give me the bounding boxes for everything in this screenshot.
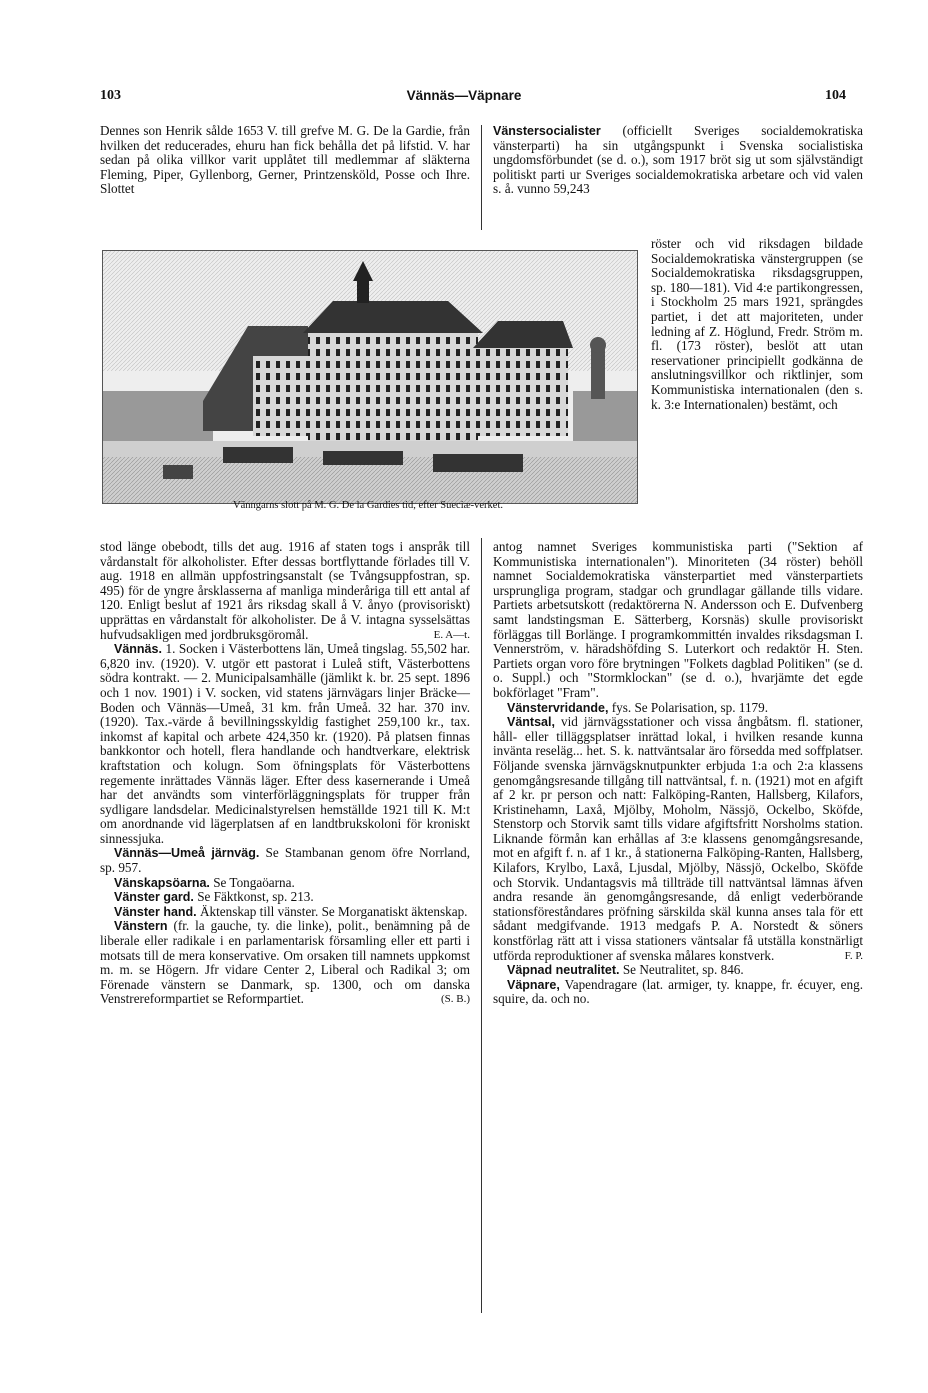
vanster-gard-text: Se Fäktkonst, sp. 213.: [197, 889, 314, 905]
headword-vannas: Vännäs.: [114, 642, 162, 657]
page-number-right: 104: [825, 88, 846, 103]
vanstersocialister-text-bottom: antog namnet Sveriges kommunistiska parti ("Sektion af Kommunistiska internationalen"). Minoriteten (34 röster) behöll namnet Socialdemokratiska vänsterpartiet med vänsterpartiets ursprungliga program, stadgar och grundlagar gällande tills vidare. Partiets arbetsutskott (redaktörerna N. Andersson och E. Dufvenberg samt landstingsman E. Sätterberg, Korsnäs) skulle provisoriskt förläggas till Borlänge. I programkommittén invaldes riksdagsman I. Vennerström, v. häradshöfding S. Luterkort och redaktör H. Sten. Partiets organ voro före brytningen "Folkets dagblad Politiken" (se d. o. Suppl.) och "Stormklockan" (se d. o.), hvarjämte det egde bokförlaget "Fram".: [493, 539, 863, 700]
figure-caption: Vänngarns slott på M. G. De la Gardies tid, efter Sueciæ-verket.: [232, 500, 503, 511]
vapnare-text: Vapendragare (lat. armiger, ty. knappe, fr. écuyer, eng. squire, da. och no.: [493, 976, 863, 1007]
column-divider-top: [481, 125, 482, 230]
vantsal-text: vid järnvägsstationer och vissa ångbåtsm. fl. stationer, håll- eller tilläggsplatser inrättad lokal, i hvilken resande kunna invänta reseläg... het. S. k. nattväntsalar äro försedda med soffplatser. Följande svenska järnvägsknutpunkter erbjuda 1:a och 2:a klassens genomgångsresande tillgång till nattväntsal, f. n. (1921) mot en afgift af 2 kr. pr person och natt: Falköping-Ranten, Hallsberg, Kilafors, Kristinehamn, Laxå, Mjölby, Moholm, Nässjö, Ockelbo, Sköfde, Stenstorp och Storvik samt tills vidare afgiftsfritt Norsholms station. Liknande förmån kan erhållas af 3:e klassens genomgångsresande, mot en afgift f. n. af 1 kr., å stationerna Falköping-Ranten, Hallsberg, Kilafors, Krylbo, Laxå, Ljusdal, Mjölby, Nässjö, Ockelbo, Sköfde och Storvik. Undantagsvis må tillträde till nattväntsal lämnas äfven andra resande än genomgångsresande, då enligt vederbörande stationsföreståndares pröfning särskilda skäl kunna anses tala för ett sådant medgifvande. 1913 medgafs P. A. Norstedt & söners konstförlag rätt att i vissa stationers väntsalar få utställa konstnärligt utförda reproduktioner af svenska målares konstverk.: [493, 714, 863, 963]
page-number-left: 103: [100, 88, 121, 103]
entry-vapnad-neutralitet: [493, 963, 863, 978]
left-column-bottom: [100, 540, 470, 1007]
headword-vanskapsoarna: Vänskapsöarna.: [114, 875, 210, 890]
entry-vannas: [100, 642, 470, 846]
vanstersocialister-text-top: (officiellt Sveriges socialdemokratiska vänsterparti) ha sin utgångspunkt i Svenska socialistiska ungdomsförbundet (se d. o.), som 1917 bröt sig ut som självständigt politiskt parti ur Sveriges socialdemokratiska arbetare och vid valen s. å. vunno 59,243: [493, 123, 863, 197]
vanskapsoarna-text: Se Tongaöarna.: [213, 874, 295, 890]
headword-vanstervridande: Vänstervridande,: [507, 700, 609, 715]
headword-vapnad-neutralitet: Väpnad neutralitet.: [507, 963, 620, 978]
headword-vapnare: Väpnare,: [507, 977, 560, 992]
castle-engraving-image: [103, 251, 637, 503]
headword-vanstersocialister: Vänstersocialister: [493, 124, 601, 138]
vapnad-neutralitet-text: Se Neutralitet, sp. 846.: [622, 962, 744, 978]
right-column-top: [493, 124, 863, 197]
vannas-text: 1. Socken i Västerbottens län, Umeå tingslag. 55,502 har. 6,820 inv. (1920). V. utgör ett pastorat i Luleå stift, Västerbottens södra kontrakt. — 2. Municipalsamhälle (jämlikt k. br. 25 sept. 1896 och 1 nov. 1901) i V. socken, vid statens järnvägars linjer Bräcke—Boden och Vännäs—Umeå, 31 km. från Umeå. 32 har. 370 inv. (1920). Tax.-värde å bevillningsskyldig fastighet 259,100 kr., tax. inkomst af kapital och arbete 424,350 kr. (1920). På platsen finnas bankkontor och hotell, flera handlande och handtverkare, elektrisk kraftstation och kolugn. Som öfningsplats för Västerbottens regemente inrättades Vännäs läger. Efter dess kasernerande i Umeå har det användts som vinterförläggningsplats för trupper från sydligare landsdelar. Medicinalstyrelsen hemställde 1921 till K. M:t om anordnande vid lägerplatsen af en landtbrukskoloni för kroniskt sinnessjuka.: [100, 641, 470, 846]
vanstersocialister-text-wrap: röster och vid riksdagen bildade Socialdemokratiska vänstergruppen (se Socialdemokratiska riksdagsgruppen, sp. 180—181). Vid 4:e partikongressen, i Stockholm 25 mars 1921, sprängdes partiet, i det att majoriteten, under ledning af Z. Höglund, Fredr. Ström m. fl. (173 röster), beslöt att utan reservationer principiellt godkänna de anslutningsvillkor och riktlinjer, som Kommunistiska internationalen (den s. k. 3:e Internationalen) bestämt, och: [651, 236, 863, 412]
right-column-bottom: [493, 540, 863, 1007]
vanster-hand-text: Äktenskap till vänster. Se Morganatiskt äktenskap.: [199, 903, 468, 919]
entry-vantsal: [493, 715, 863, 963]
entry-vanstern: [100, 919, 470, 1007]
entry-vanstersocialister: [493, 124, 863, 197]
author-signature: E. A—t.: [433, 628, 470, 641]
column-divider-bottom: [481, 538, 482, 1313]
entry-vanskapsoarna: [100, 876, 470, 891]
headword-vanster-hand: Vänster hand.: [114, 904, 197, 919]
author-signature-vantsal: F. P.: [844, 949, 863, 962]
castle-illustration: [102, 250, 638, 504]
headword-vanstern: Vänstern: [114, 919, 168, 934]
entry-vannas-umea: [100, 846, 470, 875]
author-signature-vanstern: (S. B.): [440, 993, 470, 1006]
paragraph-vanngarn-intro: Dennes son Henrik sålde 1653 V. till grefve M. G. De la Gardie, från hvilken det reducerades, ehuru han fick behålla det på lifstid. V. har sedan på olika villkor varit upplåtet till medlemmar af släkterna Fleming, Piper, Gyllenborg, Gerner, Printzensköld, Posse och Ihre. Slottet: [100, 123, 470, 197]
left-column-top: [100, 124, 470, 197]
entry-vapnare: [493, 978, 863, 1007]
entry-vanstervridande: [493, 701, 863, 716]
right-column-wrap: [651, 237, 863, 412]
vannas-umea-text: Se Stambanan genom öfre Norrland, sp. 957.: [100, 845, 471, 876]
headword-vantsal: Väntsal,: [507, 715, 555, 730]
vanngarn-text: stod länge obebodt, tills det aug. 1916 af staten togs i anspråk till vårdanstalt för alkoholister. Efter dessas bortflyttande förlades till V. aug. 1918 en allmän uppfostringsanstalt (se Tvångsuppfostran, sp. 495) för de yngre årsklasserna af manliga minderåriga till ett antal af 120. Enligt beslut af 1921 års riksdag skall å V. ånyo (provisoriskt) upprättas en vårdanstalt för alkoholister. De å V. intagna sysselsättas hufvudsakligen med jordbruksgöromål.: [100, 539, 470, 642]
vanstern-text: (fr. la gauche, ty. die linke), polit., benämning på de liberale eller radikale i en parlamentarisk församling eller ett parti i motsats till de mera konservative. Om orsaken till namnets uppkomst m. m. se Högern. Jfr vidare Center 2, Liberal och Radikal 3; om Förenade vänstern se Danmark, sp. 1300, och om danska Venstrereformpartiet se Reformpartiet.: [100, 918, 471, 1007]
headword-vanster-gard: Vänster gard.: [114, 890, 194, 905]
headword-vannas-umea: Vännäs—Umeå järnväg.: [114, 846, 260, 861]
paragraph-vanngarn-history: [100, 540, 470, 642]
entry-vanster-gard: [100, 890, 470, 905]
entry-vanster-hand: [100, 905, 470, 920]
vanstervridande-text: fys. Se Polarisation, sp. 1179.: [611, 699, 769, 715]
page-title: Vännäs—Väpnare: [406, 88, 522, 103]
